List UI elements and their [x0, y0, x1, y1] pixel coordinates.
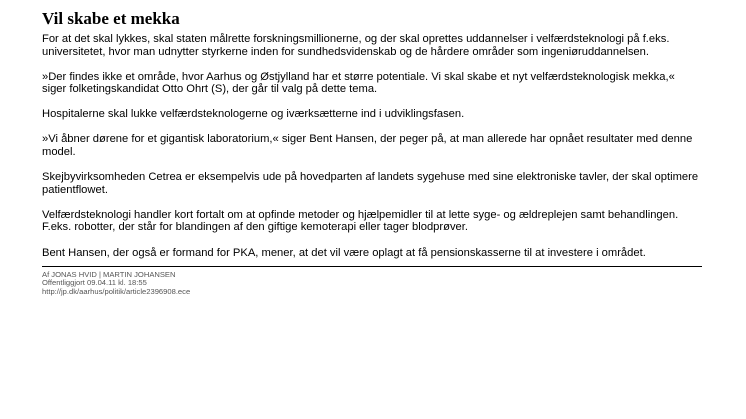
- byline-url: http://jp.dk/aarhus/politik/article2396908.ece: [42, 287, 191, 297]
- article-paragraph: »Vi åbner dørene for et gigantisk laboratorium,« siger Bent Hansen, der peger på, at man allerede har opnået resultater med denne model.: [42, 133, 693, 159]
- article-headline: Vil skabe et mekka: [42, 9, 180, 28]
- article-paragraph: Velfærdsteknologi handler kort fortalt om at opfinde metoder og hjælpemidler til at lette syge- og ældreplejen samt behandlingen. F.eks. robotter, der står for blandingen af den giftige kemoterapi eller tager blodprøver.: [42, 208, 679, 234]
- byline: [42, 271, 702, 297]
- article: [42, 9, 702, 297]
- byline-authors: Af JONAS HVID | MARTIN JOHANSEN: [42, 269, 176, 279]
- article-paragraph: »Der findes ikke et område, hvor Aarhus og Østjylland har et større potentiale. Vi skal skabe et nyt velfærdsteknologisk mekka,« siger folketingskandidat Otto Ohrt (S), der går til valg på dette tema.: [42, 70, 675, 96]
- byline-published: Offentliggjort 09.04.11 kl. 18:55: [42, 278, 147, 288]
- article-paragraph: Bent Hansen, der også er formand for PKA, mener, at det vil være oplagt at få pensionskasserne til at investere i området.: [42, 246, 646, 259]
- article-paragraph: For at det skal lykkes, skal staten målrette forskningsmillionerne, og der skal oprettes uddannelser i velfærdsteknologi på f.eks. universitetet, hvor man udnytter styrkerne inden for sundhedsvidenskab og de hårdere områder som ingeniøruddannelsen.: [42, 33, 670, 58]
- byline-divider: [42, 266, 702, 267]
- article-paragraph: Skejbyvirksomheden Cetrea er eksempelvis ude på hovedparten af landets sygehuse med sine elektroniske tavler, der skal optimere patientflowet.: [42, 171, 699, 196]
- article-paragraph: Hospitalerne skal lukke velfærdsteknologerne og iværksætterne ind i udviklingsfasen.: [42, 108, 465, 121]
